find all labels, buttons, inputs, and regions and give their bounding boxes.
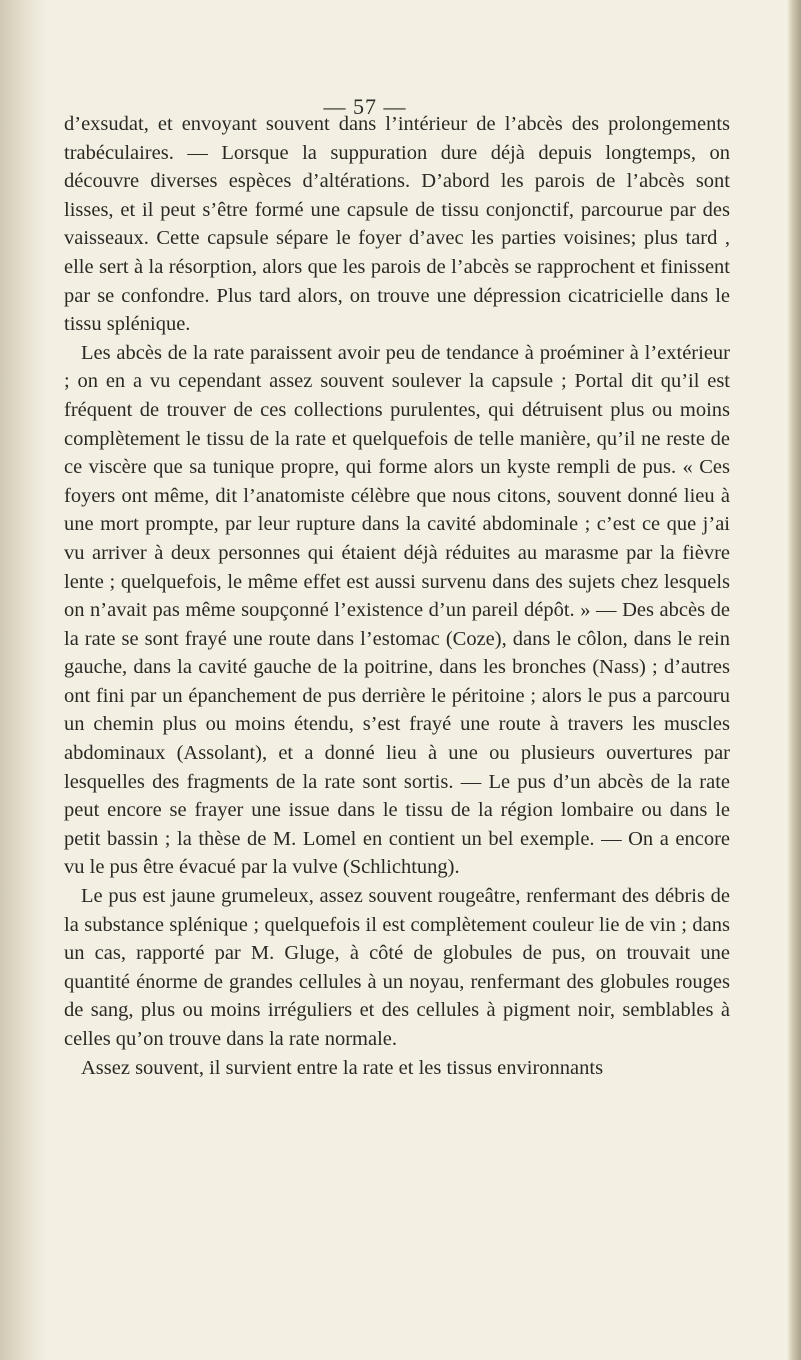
paragraph: d’exsudat, et envoyant souvent dans l’intérieur de l’abcès des prolongements trabéculaires. — Lorsque la suppuration dure déjà depuis longtemps, on découvre diverses espèces d’altérations. D’abord les parois de l’abcès sont lisses, et il peut s’être formé une capsule de tissu conjonctif, parcourue par des vaisseaux. Cette capsule sépare le foyer d’avec les parties voisines; plus tard , elle sert à la résorption, alors que les parois de l’abcès se rapprochent et finissent par se confondre. Plus tard alors, on trouve une dépression cicatricielle dans le tissu splénique. <box>64 113 730 336</box>
paragraph: Assez souvent, il survient entre la rate et les tissus environnants <box>81 1056 604 1079</box>
page-gutter-shadow <box>0 0 46 1360</box>
page-edge <box>787 0 801 1360</box>
page-number: — 57 — <box>323 94 407 119</box>
paragraph: Le pus est jaune grumeleux, assez souvent rougeâtre, renfermant des débris de la substance splénique ; quelquefois il est complètement couleur lie de vin ; dans un cas, rapporté par M. Gluge, à côté de globules de pus, on trouvait une quantité énorme de grandes cellules à un noyau, renfermant des globules rouges de sang, plus ou moins irréguliers et des cellules à pigment noir, semblables à celles qu’on trouve dans la rate normale. <box>64 885 730 1050</box>
body-text <box>64 110 730 1082</box>
paragraph: Les abcès de la rate paraissent avoir peu de tendance à proéminer à l’extérieur ; on en a vu cependant assez souvent soulever la capsule ; Portal dit qu’il est fréquent de trouver de ces collections purulentes, qui détruisent plus ou moins complètement le tissu de la rate et quelquefois de telle manière, qu’il ne reste de ce viscère que sa tunique propre, qui forme alors un kyste rempli de pus. « Ces foyers ont même, dit l’anatomiste célèbre que nous citons, souvent donné lieu à une mort prompte, par leur rupture dans la cavité abdominale ; c’est ce que j’ai vu arriver à deux personnes qui étaient déjà réduites au marasme par la fièvre lente ; quelquefois, le même effet est aussi survenu dans des sujets chez lesquels on n’avait pas même soupçonné l’existence d’un pareil dépôt. » — Des abcès de la rate se sont frayé une route dans l’estomac (Coze), dans le côlon, dans le rein gauche, dans la cavité gauche de la poitrine, dans les bronches (Nass) ; d’autres ont fini par un épanchement de pus derrière le péritoine ; alors le pus a parcouru un chemin plus ou moins étendu, s’est frayé une route à travers les muscles abdominaux (Assolant), et a donné lieu à une ou plusieurs ouvertures par lesquelles des fragments de la rate sont sortis. — Le pus d’un abcès de la rate peut encore se frayer une issue dans le tissu de la région lombaire ou dans le petit bassin ; la thèse de M. Lomel en contient un bel exemple. — On a encore vu le pus être évacué par la vulve (Schlichtung). <box>64 341 730 879</box>
